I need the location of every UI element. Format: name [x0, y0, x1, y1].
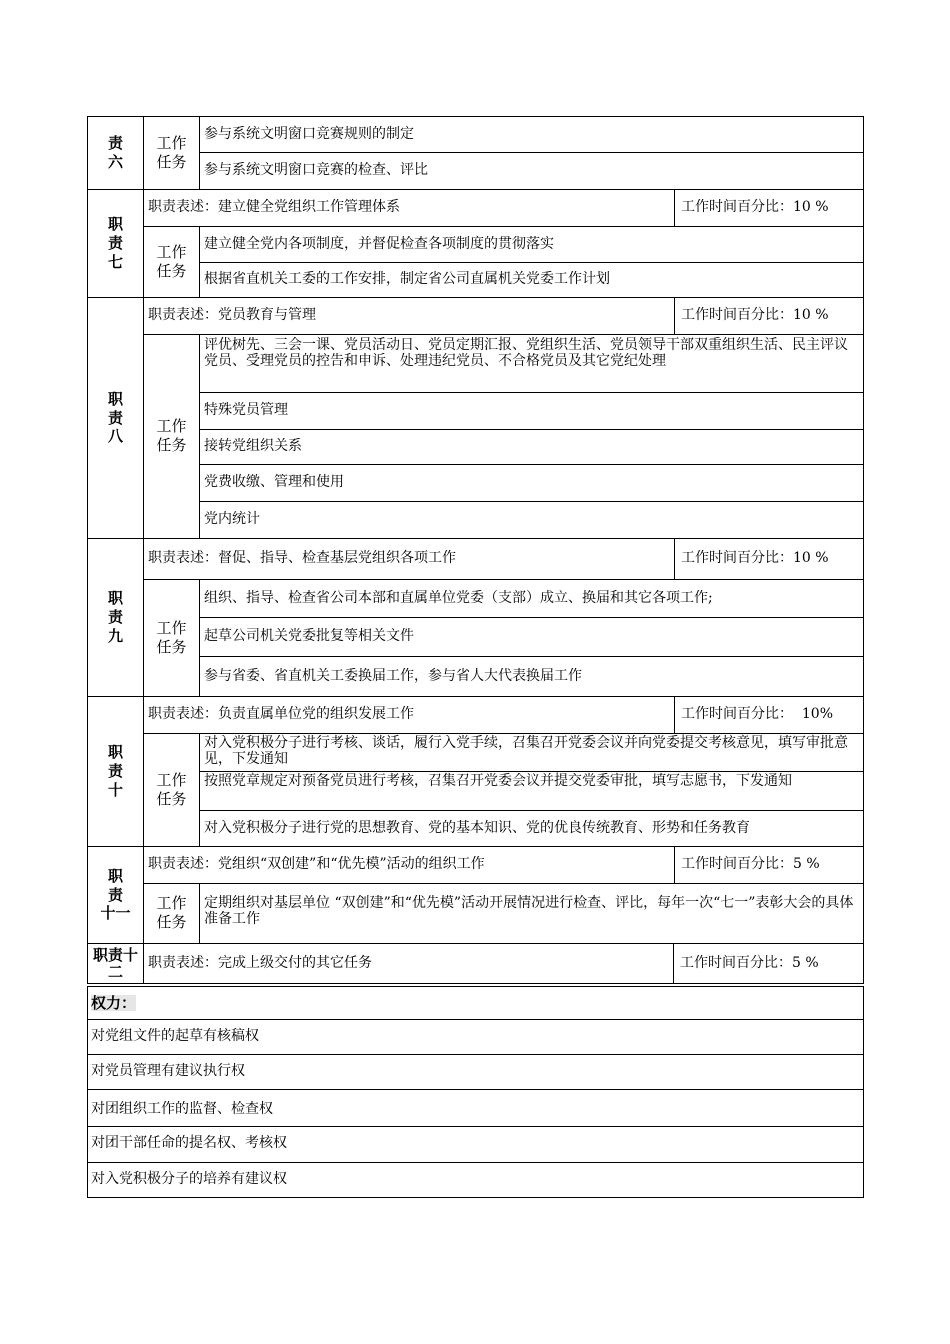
duty10-description: [143, 696, 675, 734]
duty9-task-2: [199, 617, 864, 657]
duty7-label: [87, 189, 144, 298]
percent-text: 工作时间百分比：10 %: [681, 307, 829, 324]
label-char: 责: [107, 608, 123, 627]
description-text: 职责表述：党组织“双创建”和“优先模”活动的组织工作: [148, 856, 485, 873]
description-text: 职责表述：党员教育与管理: [148, 307, 316, 324]
power-text: 对入党积极分子的培养有建议权: [91, 1170, 287, 1187]
percent-text: 工作时间百分比：10 %: [681, 199, 829, 216]
task-label-line2: 任务: [156, 637, 187, 656]
label-char: 责: [107, 408, 123, 427]
duty6-label: [87, 116, 144, 190]
duty9-task-3: [199, 656, 864, 697]
task-label-line1: 工作: [156, 417, 187, 436]
duty10-task-label: [143, 733, 200, 847]
description-text: 职责表述：建立健全党组织工作管理体系: [148, 199, 400, 216]
task-text: 党内统计: [204, 511, 260, 528]
power-text: 对团组织工作的监督、检查权: [91, 1100, 273, 1117]
task-text: 参与系统文明窗口竞赛规则的制定: [204, 125, 414, 142]
duty7-task-label: [143, 226, 200, 298]
task-label-line2: 任务: [156, 153, 187, 171]
duty10-task-3: [199, 810, 864, 847]
duty11-percent: [674, 846, 864, 884]
label-char: 七: [107, 252, 123, 271]
task-text: 参与系统文明窗口竞赛的检查、评比: [204, 162, 428, 179]
task-text: 起草公司机关党委批复等相关文件: [204, 628, 414, 645]
task-label-line2: 任务: [156, 261, 187, 280]
power-item: [87, 1126, 864, 1163]
duty9-percent: [674, 538, 864, 580]
duty7-task-2: [199, 262, 864, 298]
power-item: [87, 1019, 864, 1055]
duty6-task-1: [199, 116, 864, 153]
power-item: [87, 1054, 864, 1090]
description-text: 职责表述：负责直属单位党的组织发展工作: [148, 706, 414, 723]
task-text: 接转党组织关系: [204, 438, 302, 455]
task-text: 参与省委、省直机关工委换届工作，参与省人大代表换届工作: [204, 667, 582, 684]
label-char: 职: [107, 743, 123, 762]
label-char: 责: [107, 762, 123, 781]
duty11-task-1: [199, 883, 864, 944]
label-char: 责: [107, 234, 123, 253]
task-text: 党费收缴、管理和使用: [204, 474, 344, 491]
task-label-line1: 工作: [156, 894, 187, 913]
description-text: 职责表述：督促、指导、检查基层党组织各项工作: [148, 550, 456, 567]
duty11-label: [87, 846, 144, 944]
label-char: 十: [107, 780, 123, 799]
task-text: 定期组织对基层单位 “双创建”和“优先模”活动开展情况进行检查、评比，每年一次“七一”表彰大会的具体准备工作: [204, 895, 854, 927]
duty7-description: [143, 189, 675, 227]
power-item: [87, 1089, 864, 1127]
percent-text: 工作时间百分比：5 %: [681, 856, 820, 873]
label-char: 职: [107, 589, 123, 608]
duty7-task-1: [199, 226, 864, 263]
task-label-line1: 工作: [156, 134, 187, 153]
duty8-task-label: [143, 334, 200, 539]
power-text: 对党组文件的起草有核稿权: [91, 1027, 259, 1044]
percent-text: 工作时间百分比：10 %: [681, 550, 829, 567]
duty8-task-1: [199, 334, 864, 393]
label-char: 职: [107, 215, 123, 234]
task-label-line2: 任务: [156, 789, 187, 808]
powers-title: [87, 986, 864, 1020]
duty10-label: [87, 696, 144, 847]
duty9-task-1: [199, 579, 864, 618]
task-text: 特殊党员管理: [204, 402, 288, 419]
label-char: 十一: [100, 904, 131, 923]
duty12-percent: [673, 943, 864, 984]
duty8-task-3: [199, 429, 864, 465]
duty9-task-label: [143, 579, 200, 697]
power-item: [87, 1162, 864, 1198]
label-char: 职: [107, 389, 123, 408]
label-line: 二: [107, 962, 123, 981]
duty8-percent: [674, 297, 864, 335]
power-text: 对团干部任命的提名权、考核权: [91, 1135, 287, 1152]
duty8-task-5: [199, 501, 864, 539]
percent-text: 工作时间百分比：5 %: [680, 954, 819, 971]
duty8-task-4: [199, 464, 864, 502]
task-label-line2: 任务: [156, 913, 187, 931]
duty10-task-1: [199, 733, 864, 772]
label-char: 九: [107, 626, 123, 645]
label-char: 八: [107, 427, 123, 446]
duty10-percent: [674, 696, 864, 734]
duty9-label: [87, 538, 144, 697]
duty11-description: [143, 846, 675, 884]
task-label-line1: 工作: [156, 242, 187, 261]
task-text: 建立健全党内各项制度，并督促检查各项制度的贯彻落实: [204, 235, 554, 252]
duty7-percent: [674, 189, 864, 227]
duty8-task-2: [199, 392, 864, 430]
task-text: 对入党积极分子进行考核、谈话，履行入党手续，召集召开党委会议并向党委提交考核意见，填写审批意见，下发通知: [204, 735, 848, 767]
task-label-line2: 任务: [156, 436, 187, 454]
task-text: 根据省直机关工委的工作安排，制定省公司直属机关党委工作计划: [204, 271, 610, 288]
task-label-line1: 工作: [156, 770, 187, 789]
duty9-description: [143, 538, 675, 580]
task-label-line1: 工作: [156, 618, 187, 637]
task-text: 按照党章规定对预备党员进行考核，召集召开党委会议并提交党委审批，填写志愿书，下发通知: [204, 773, 792, 789]
duty10-task-2: [199, 771, 864, 811]
percent-text: 工作时间百分比： 10%: [681, 706, 834, 723]
duty11-task-label: [143, 883, 200, 944]
label-line: 职责十: [92, 946, 138, 964]
task-text: 评优树先、三会一课、党员活动日、党员定期汇报、党组织生活、党员领导干部双重组织生活、民主评议党员、受理党员的控告和申诉、处理违纪党员、不合格党员及其它党纪处理: [204, 337, 848, 369]
duty12-description: [143, 943, 674, 984]
description-text: 职责表述：完成上级交付的其它任务: [148, 954, 372, 971]
duty6-task-label: [143, 116, 200, 190]
duty8-label: [87, 297, 144, 539]
duty6-task-2: [199, 152, 864, 190]
powers-title-text: 权力：: [91, 993, 137, 1012]
task-text: 对入党积极分子进行党的思想教育、党的基本知识、党的优良传统教育、形势和任务教育: [204, 819, 750, 836]
label-char: 责: [107, 885, 123, 904]
label-char: 职: [107, 866, 123, 885]
duty12-label: [87, 943, 144, 984]
duty6-label-bottom: 六: [107, 153, 123, 171]
duty8-description: [143, 297, 675, 335]
task-text: 组织、指导、检查省公司本部和直属单位党委（支部）成立、换届和其它各项工作;: [204, 589, 713, 606]
power-text: 对党员管理有建议执行权: [91, 1062, 245, 1079]
duty6-label-top: 责: [107, 134, 123, 153]
